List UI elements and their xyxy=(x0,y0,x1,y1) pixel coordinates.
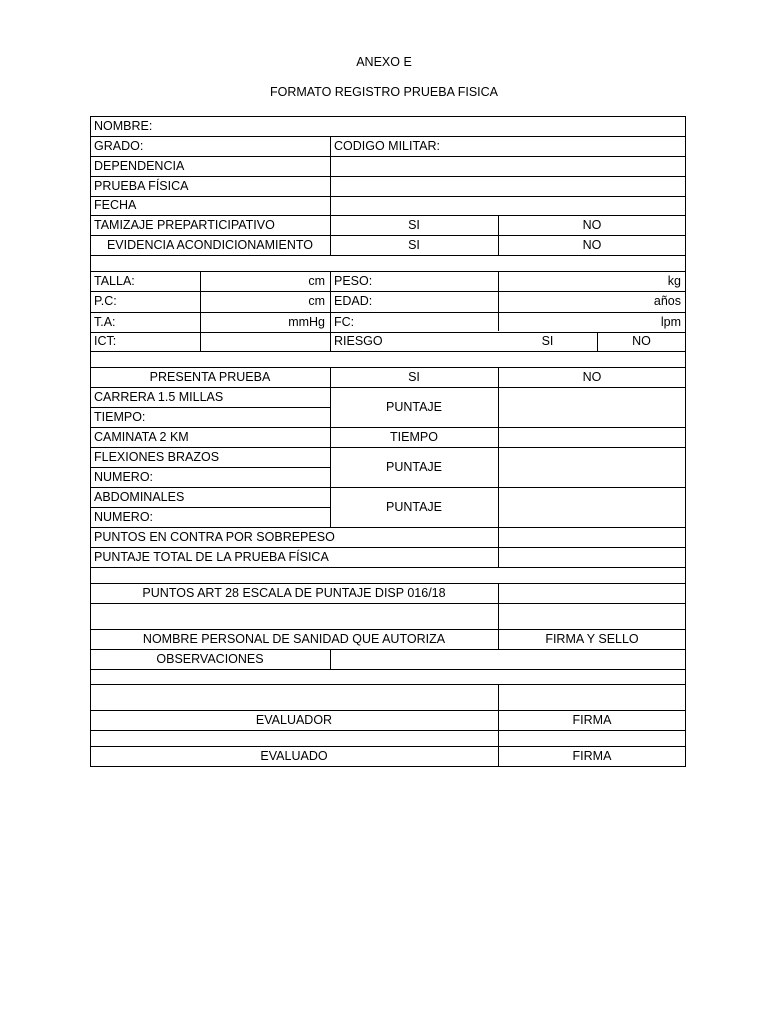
evaluador-firma-label: FIRMA xyxy=(572,712,612,727)
edad-label: EDAD: xyxy=(334,294,373,309)
evaluado-label: EVALUADO xyxy=(260,748,328,763)
peso-label: PESO: xyxy=(334,273,373,288)
ict-label: ICT: xyxy=(94,334,117,349)
evidencia-no: NO xyxy=(582,237,602,252)
pc-unit: cm xyxy=(308,294,325,309)
ta-label: T.A: xyxy=(94,314,116,329)
dependencia-label: DEPENDENCIA xyxy=(94,158,185,173)
carrera-tiempo-label: TIEMPO: xyxy=(94,409,146,424)
pc-label: P.C: xyxy=(94,294,117,309)
flexiones-label: FLEXIONES BRAZOS xyxy=(94,449,220,464)
annex-label: ANEXO E xyxy=(356,55,412,69)
carrera-label: CARRERA 1.5 MILLAS xyxy=(94,389,224,404)
evidencia-label: EVIDENCIA ACONDICIONAMIENTO xyxy=(106,237,314,252)
talla-unit: cm xyxy=(308,273,325,288)
carrera-puntaje-label: PUNTAJE xyxy=(385,399,443,414)
flexiones-numero-label: NUMERO: xyxy=(94,469,154,484)
tamizaje-label: TAMIZAJE PREPARTICIPATIVO xyxy=(94,217,275,232)
evaluado-firma-label: FIRMA xyxy=(572,748,612,763)
fc-label: FC: xyxy=(334,314,355,329)
riesgo-si: SI xyxy=(541,334,554,349)
prueba-fisica-label: PRUEBA FÍSICA xyxy=(94,178,189,193)
puntaje-total-label: PUNTAJE TOTAL DE LA PRUEBA FÍSICA xyxy=(94,549,329,564)
ta-unit: mmHg xyxy=(288,314,325,329)
tamizaje-si: SI xyxy=(408,217,420,232)
talla-label: TALLA: xyxy=(94,273,135,288)
presenta-si: SI xyxy=(408,369,420,384)
nombre-label: NOMBRE: xyxy=(94,118,153,133)
puntos-contra-label: PUNTOS EN CONTRA POR SOBREPESO xyxy=(94,529,335,544)
abdominales-numero-label: NUMERO: xyxy=(94,509,154,524)
riesgo-label: RIESGO xyxy=(334,334,383,349)
firma-sello-label: FIRMA Y SELLO xyxy=(545,631,639,646)
evidencia-si: SI xyxy=(408,237,420,252)
fc-unit: lpm xyxy=(660,314,681,329)
peso-unit: kg xyxy=(667,273,681,288)
fecha-label: FECHA xyxy=(94,198,137,213)
grado-label: GRADO: xyxy=(94,138,144,153)
codigo-militar-label: CODIGO MILITAR: xyxy=(334,138,441,153)
riesgo-no: NO xyxy=(632,334,651,349)
puntos-art-label: PUNTOS ART 28 ESCALA DE PUNTAJE DISP 016/18 xyxy=(142,585,446,600)
edad-unit: años xyxy=(653,294,681,309)
observaciones-label: OBSERVACIONES xyxy=(156,651,264,666)
evaluador-label: EVALUADOR xyxy=(255,712,333,727)
abdominales-label: ABDOMINALES xyxy=(94,489,185,504)
presenta-no: NO xyxy=(582,369,602,384)
presenta-prueba-label: PRESENTA PRUEBA xyxy=(149,369,271,384)
flexiones-puntaje-label: PUNTAJE xyxy=(385,459,443,474)
tamizaje-no: NO xyxy=(582,217,602,232)
abdominales-puntaje-label: PUNTAJE xyxy=(385,499,443,514)
form-title: FORMATO REGISTRO PRUEBA FISICA xyxy=(269,85,499,99)
nombre-sanidad-label: NOMBRE PERSONAL DE SANIDAD QUE AUTORIZA xyxy=(142,631,446,646)
caminata-tiempo-label: TIEMPO xyxy=(390,429,438,444)
caminata-label: CAMINATA 2 KM xyxy=(94,429,189,444)
